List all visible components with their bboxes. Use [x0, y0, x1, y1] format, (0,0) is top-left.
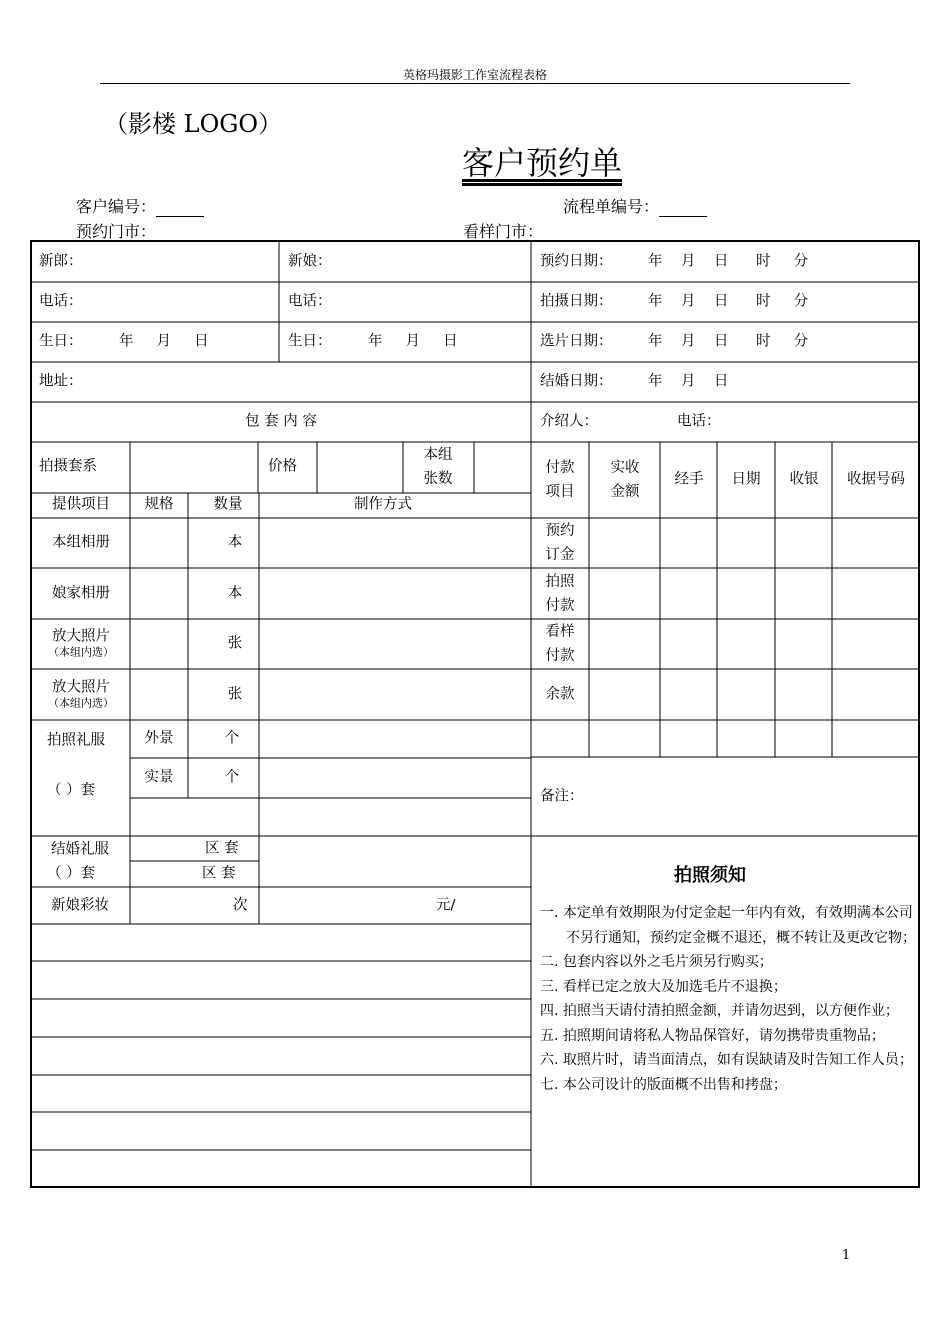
address-label: 地址：	[39, 373, 83, 390]
pay-header-date: 日期	[731, 471, 761, 488]
booking-date-label: 预约日期：	[540, 253, 613, 270]
items-header-method: 制作方式	[354, 496, 412, 513]
item-name-family-album: 娘家相册	[52, 585, 110, 602]
wedding-district-2: 区 套	[202, 865, 236, 882]
item-unit-album: 本	[227, 534, 243, 551]
wedding-dress-set: （ ）套	[47, 865, 96, 882]
groom-label: 新郎：	[39, 253, 83, 270]
pay-item-shoot: 拍照 付款	[545, 574, 575, 614]
items-header-qty: 数量	[213, 496, 243, 513]
notice-item: 五. 拍照期间请将私人物品保管好，请勿携带贵重物品；	[540, 1027, 885, 1044]
package-series-label: 拍摄套系	[39, 458, 97, 475]
items-header-item: 提供项目	[52, 496, 110, 513]
notice-title: 拍照须知	[674, 865, 746, 887]
groom-birthday-units: 年 月 日	[119, 333, 209, 350]
bride-birthday-units: 年 月 日	[368, 333, 458, 350]
notice-item: 一. 本定单有效期限为付定金起一年内有效，有效期满本公司不另行通知，预约定金概不退还，概不转让及更改它物；	[540, 905, 916, 946]
makeup-times: 次	[233, 897, 248, 914]
makeup-label: 新娘彩妆	[51, 897, 109, 914]
groom-birthday-label: 生日：	[39, 333, 83, 350]
page-header: 英格玛摄影工作室流程表格	[402, 68, 547, 82]
wedding-date-units: 年 月 日	[648, 373, 729, 390]
pay-item-deposit: 预约 订金	[545, 523, 575, 563]
booking-date-units: 年 月 日 时 分	[648, 253, 809, 270]
indoor-label: 实景	[144, 769, 174, 786]
sample-store-label: 看样门市：	[463, 222, 544, 241]
notice-item: 七. 本公司设计的版面概不出售和拷盘；	[540, 1076, 787, 1093]
pay-item-balance: 余款	[545, 686, 575, 703]
item-name-album: 本组相册	[52, 534, 110, 551]
notice-list	[540, 901, 918, 1097]
pay-header-handler: 经手	[674, 471, 704, 488]
remarks-label: 备注：	[540, 788, 584, 805]
photo-dress-label: 拍照礼服	[47, 732, 105, 749]
photo-dress-set: （ ）套	[47, 782, 96, 799]
notice-item: 二. 包套内容以外之毛片须另行购买；	[540, 954, 773, 970]
introducer-phone-label: 电话：	[677, 413, 721, 430]
notice-item: 六. 取照片时，请当面清点，如有误缺请及时告知工作人员；	[540, 1052, 913, 1068]
customer-no-label: 客户编号：	[76, 197, 157, 216]
pay-header-cashier: 收银	[789, 471, 819, 488]
store-label: 预约门市：	[76, 222, 157, 241]
item-unit-enlarged-1: 张	[227, 635, 243, 652]
wedding-dress-label: 结婚礼服	[51, 841, 109, 858]
flow-no-label: 流程单编号：	[563, 197, 660, 216]
package-content-heading: 包 套 内 容	[245, 413, 317, 430]
pay-header-item: 付款 项目	[545, 460, 575, 500]
bride-birthday-label: 生日：	[288, 333, 332, 350]
pay-item-review: 看样 付款	[545, 624, 575, 664]
introducer-label: 介绍人：	[540, 413, 598, 430]
page-number: 1	[842, 1248, 851, 1263]
outdoor-unit: 个	[224, 730, 240, 747]
items-header-spec: 规格	[144, 496, 174, 513]
item-name-enlarged-1: 放大照片 （本组内选）	[48, 628, 114, 660]
package-count-label: 本组 张数	[423, 447, 453, 487]
select-date-label: 选片日期：	[540, 333, 613, 350]
wedding-date-label: 结婚日期：	[540, 373, 613, 390]
indoor-unit: 个	[224, 769, 240, 786]
bride-phone-label: 电话：	[288, 293, 332, 310]
item-name-enlarged-2: 放大照片 （本组内选）	[48, 679, 114, 711]
makeup-yuan: 元/	[436, 897, 456, 914]
groom-phone-label: 电话：	[39, 293, 83, 310]
select-date-units: 年 月 日 时 分	[648, 333, 809, 350]
studio-logo-placeholder: （影楼 LOGO）	[104, 110, 283, 138]
pay-header-receipt: 收据号码	[847, 471, 905, 488]
bride-label: 新娘：	[288, 253, 332, 270]
wedding-district-1: 区 套	[205, 840, 239, 857]
outdoor-label: 外景	[144, 730, 174, 747]
notice-item: 三. 看样已定之放大及加选毛片不退换；	[540, 978, 787, 995]
form-title: 客户预约单	[462, 144, 623, 182]
package-price-label: 价格	[268, 458, 297, 475]
shoot-date-label: 拍摄日期：	[540, 293, 613, 310]
item-unit-enlarged-2: 张	[227, 686, 243, 703]
notice-item: 四. 拍照当天请付清拍照金额，并请勿迟到，以方便作业；	[540, 1003, 899, 1019]
pay-header-amount: 实收 金额	[610, 460, 640, 500]
shoot-date-units: 年 月 日 时 分	[648, 293, 809, 310]
item-unit-family-album: 本	[227, 585, 243, 602]
